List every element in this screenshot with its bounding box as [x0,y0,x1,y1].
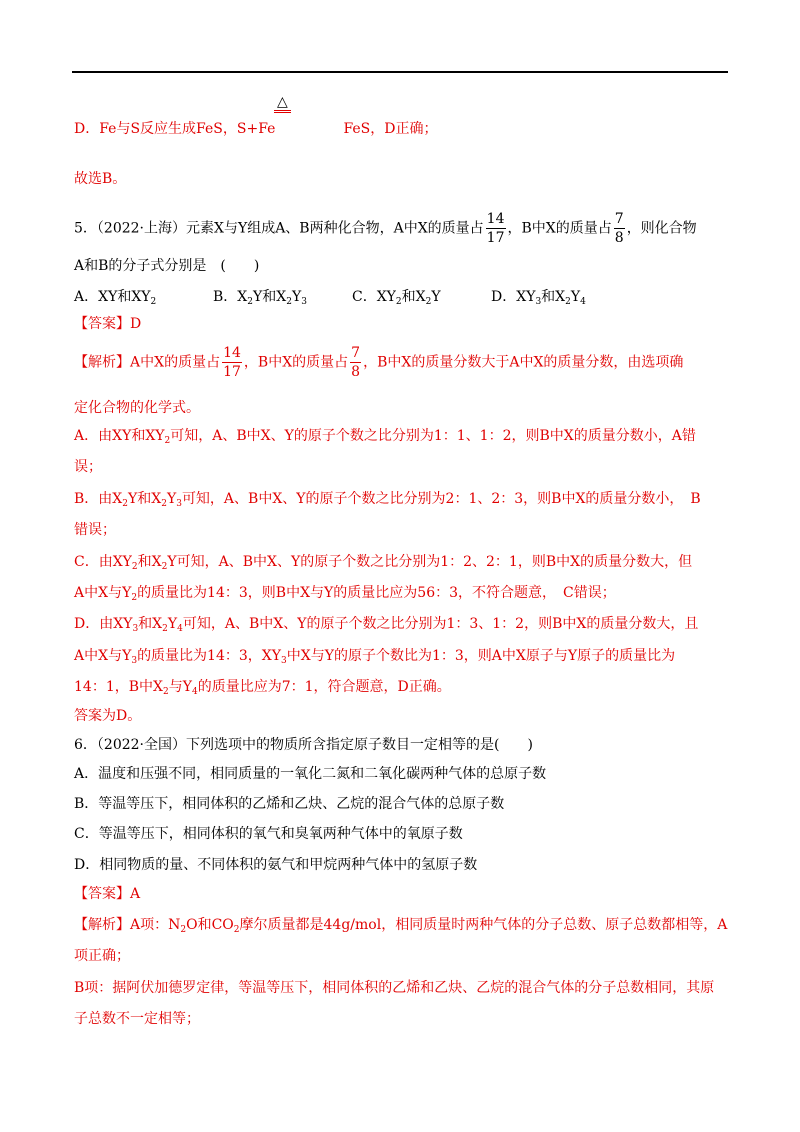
q5-final-answer: 答案为D。 [74,708,142,724]
conclusion-line: 故选B。 [74,171,127,187]
q5-analysis-d-line3: 14：1，B中$X_2$与$Y_4$的质量比应为7：1，符合题意，D正确。 [74,679,451,697]
q5-analysis-line2: 定化合物的化学式。 [74,400,200,416]
header-rule [72,71,728,73]
analysis-fraction-14-17: $\frac{14}{17}$ [223,345,241,380]
analysis-fraction-7-8: $\frac{7}{8}$ [351,345,361,380]
solution-line-d: D．Fe与S反应生成FeS，S+Fe FeS，D正确； [74,121,438,137]
q5-analysis-c-line2: A中X与$Y_2$的质量比为14：3，则B中X与Y的质量比应为56：3，不符合题意， C错误； [74,585,616,603]
q6-answer: 【答案】A [74,886,141,902]
q6-option-c: C．等温等压下，相同体积的氧气和臭氧两种气体中的氧原子数 [74,826,463,842]
fraction-7-8: $\frac{7}{8}$ [614,211,624,246]
q5-option-a: A．XY和$XY_2$ [74,289,157,307]
q5-answer: 【答案】D [74,316,142,332]
heating-condition-symbol: △ [274,95,291,113]
q6-stem: 6．（2022·全国）下列选项中的物质所含指定原子数目一定相等的是( ) [74,737,533,753]
q5-analysis-a: A．由XY和$XY_2$可知，A、B中X、Y的原子个数之比分别为1：1、1：2，则B中X的质量分数小，A错 [74,428,696,446]
q5-analysis: 【解析】A中X的质量占 $\frac{14}{17}$ ，B中X的质量占 $\frac{7}{8}$ ，B中X的质量分数大于A中X的质量分数，由选项确 [74,345,684,380]
q6-option-d: D．相同物质的量、不同体积的氨气和甲烷两种气体中的氢原子数 [74,857,478,873]
q6-option-a: A．温度和压强不同，相同质量的一氧化二氮和二氧化碳两种气体的总原子数 [74,766,547,782]
q5-option-d: D．$XY_3$和$X_2Y_4$ [491,289,586,307]
q5-analysis-a-line2: 误； [74,459,102,475]
q6-option-b: B．等温等压下，相同体积的乙烯和乙炔、乙烷的混合气体的总原子数 [74,796,505,812]
q5-analysis-d: D．由$XY_3$和$X_2Y_4$可知，A、B中X、Y的原子个数之比分别为1：3、1：2，则B中X的质量分数大，且 [74,616,699,634]
q5-option-b: B．$X_2Y$和$X_2Y_3$ [213,289,307,307]
q6-analysis-a: 【解析】A项：$N_2O$和$CO_2$摩尔质量都是44g/mol，相同质量时两种气体的分子总数、原子总数都相等，A [74,917,728,935]
q5-analysis-b: B．由$X_2Y$和$X_2Y_3$可知，A、B中X、Y的原子个数之比分别为2：1、2：3，则B中X的质量分数小， B [74,491,701,509]
q6-analysis-b: B项：据阿伏加德罗定律，等温等压下，相同体积的乙烯和乙炔、乙烷的混合气体的分子总数相同，其原 [74,980,715,996]
q6-analysis-b-line2: 子总数不一定相等； [74,1011,200,1027]
q5-analysis-d-line2: A中X与$Y_3$的质量比为14：3，$XY_3$中X与Y的原子个数比为1：3，则A中X原子与Y原子的质量比为 [74,648,676,666]
q6-analysis-a-line2: 项正确； [74,948,130,964]
q5-stem: 5．（2022·上海）元素X与Y组成A、B两种化合物，A中X的质量占 $\frac{14}{17}$ ，B中X的质量占 $\frac{7}{8}$ ，则化合物 [74,211,697,246]
q5-option-c: C．$XY_2$和$X_2Y$ [352,289,441,307]
q5-stem-line2: A和B的分子式分别是 ( ) [74,258,260,274]
fraction-14-17: $\frac{14}{17}$ [486,211,505,246]
q5-analysis-b-line2: 错误； [74,522,116,538]
q5-analysis-c: C．由$XY_2$和$X_2Y$可知，A、B中X、Y的原子个数之比分别为1：2、2：1，则B中X的质量分数大，但 [74,554,693,572]
